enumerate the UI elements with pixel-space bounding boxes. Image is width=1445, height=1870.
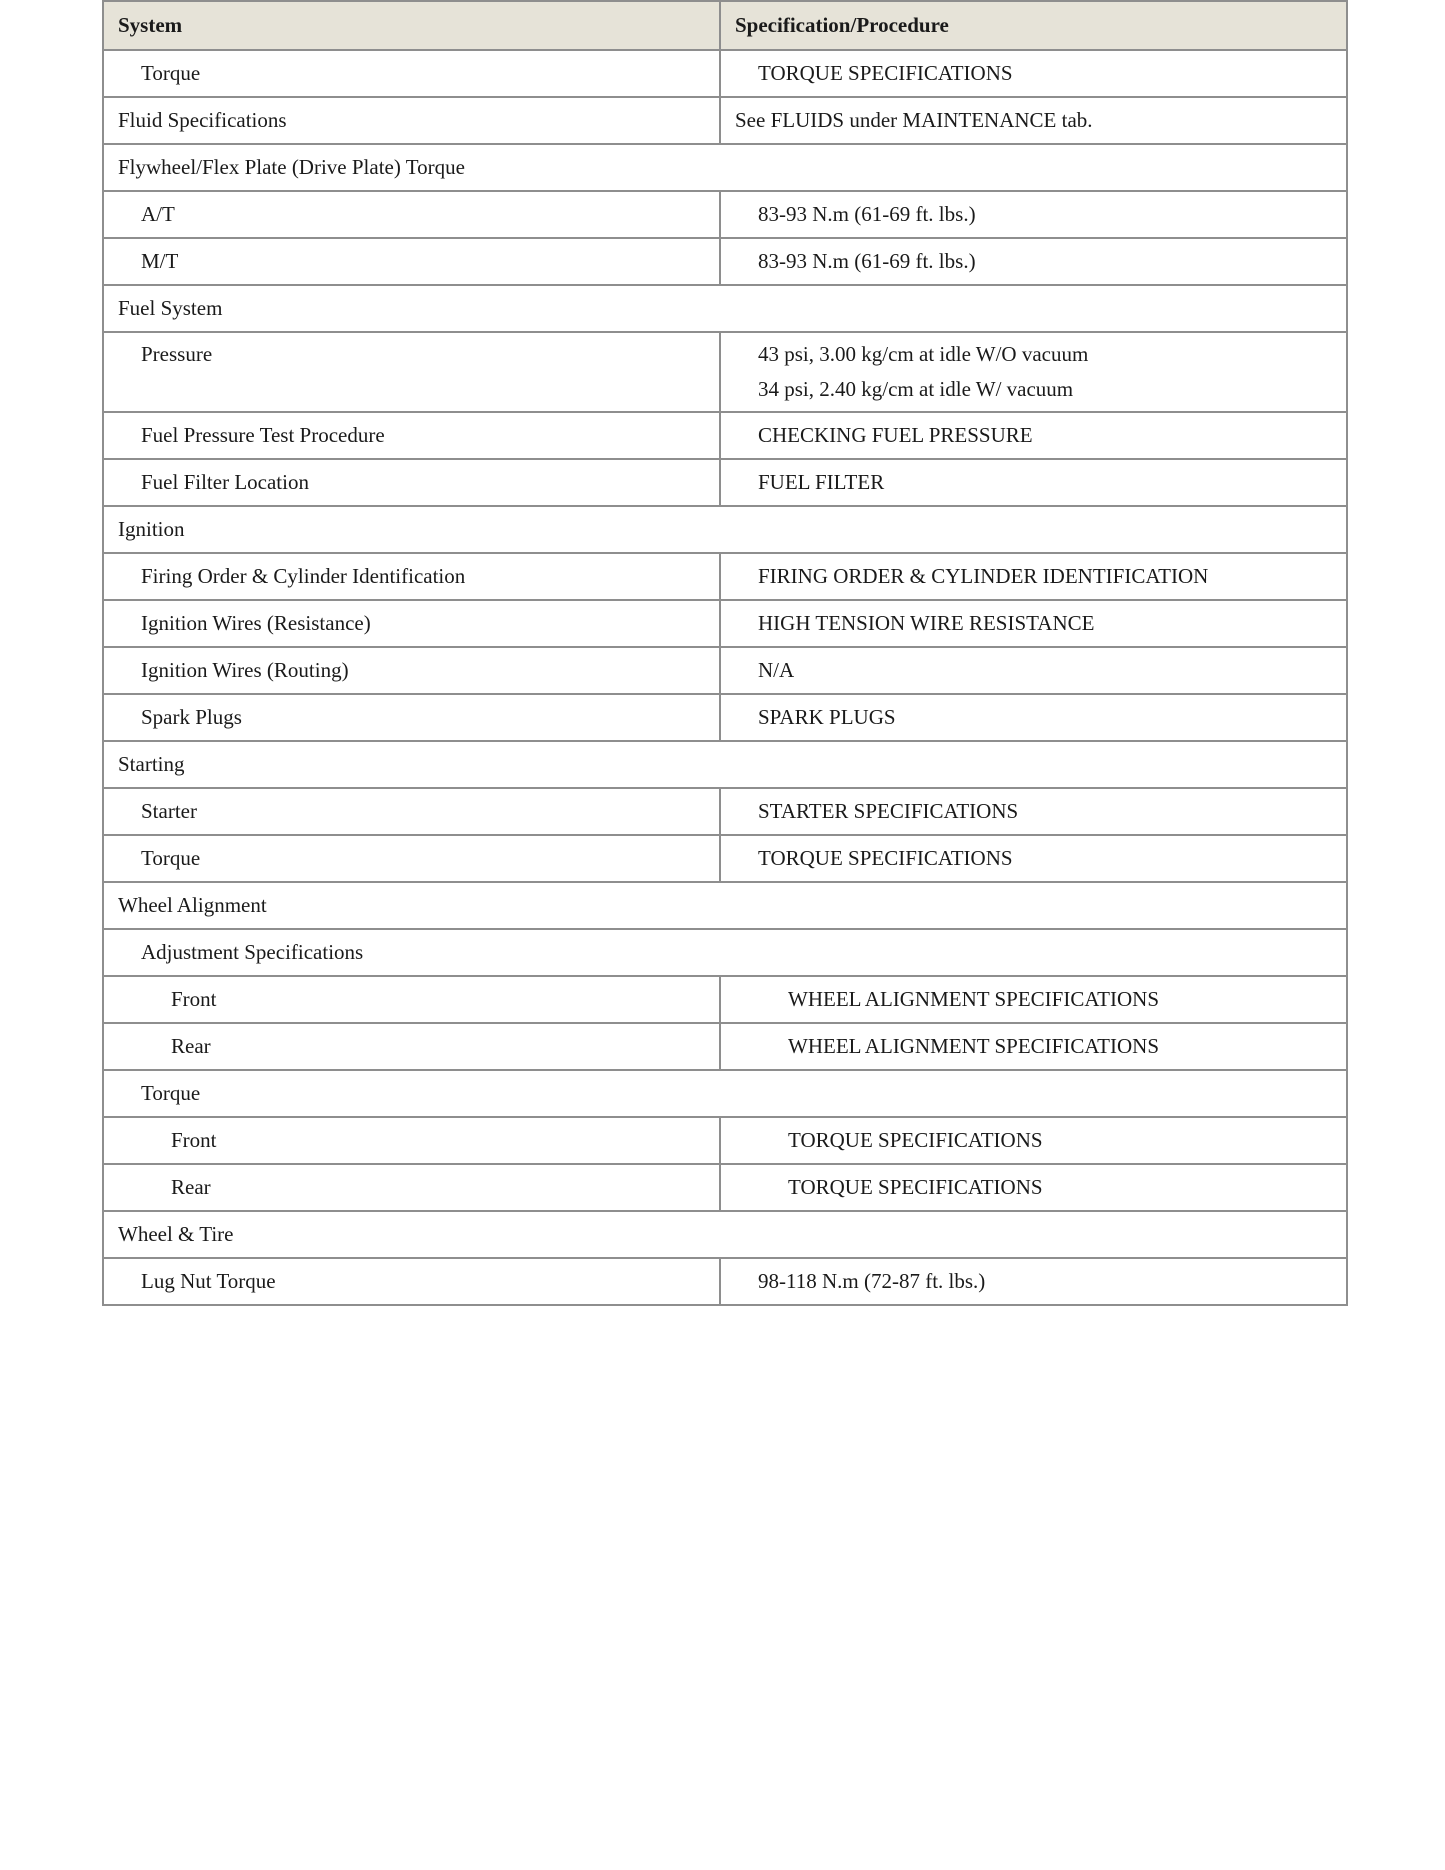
specification-value: 83-93 N.m (61-69 ft. lbs.) [758,248,976,273]
section-header-row [103,1211,1347,1258]
specification-value: See FLUIDS under MAINTENANCE tab. [735,107,1093,132]
specification-cell [720,50,1347,97]
system-label: Fuel System [118,295,223,320]
section-header-row [103,506,1347,553]
system-label: Fuel Pressure Test Procedure [141,423,385,448]
system-cell [103,1070,1347,1117]
specification-value: N/A [758,658,795,683]
table-row [103,600,1347,647]
specification-value: 98-118 N.m (72-87 ft. lbs.) [758,1269,986,1294]
system-label: M/T [141,248,179,273]
specification-cell [720,1117,1347,1164]
specification-column-header: Specification/Procedure [720,1,1347,50]
system-label: Fluid Specifications [118,107,287,132]
system-label: Rear [171,1034,211,1059]
system-label: Front [171,987,217,1012]
table-body [103,50,1347,1305]
system-cell [103,1258,720,1305]
table-row [103,1023,1347,1070]
system-cell [103,741,1347,788]
table-row [103,332,1347,412]
specification-value: FIRING ORDER & CYLINDER IDENTIFICATION [758,564,1209,589]
section-header-row [103,144,1347,191]
table-row [103,1164,1347,1211]
specification-cell [720,976,1347,1023]
system-label: Adjustment Specifications [141,940,364,965]
specification-cell [720,332,1347,412]
system-cell [103,835,720,882]
system-cell [103,1211,1347,1258]
section-header-row [103,1070,1347,1117]
table-row [103,788,1347,835]
table-row [103,976,1347,1023]
system-cell [103,929,1347,976]
system-label: Ignition Wires (Resistance) [141,611,371,636]
system-label: Flywheel/Flex Plate (Drive Plate) Torque [118,154,465,179]
specification-value: STARTER SPECIFICATIONS [758,799,1019,824]
specification-cell [720,694,1347,741]
system-label: Torque [141,846,201,871]
table-row [103,459,1347,506]
table-row [103,50,1347,97]
specification-value: 34 psi, 2.40 kg/cm at idle W/ vacuum [758,377,1074,402]
specification-value: FUEL FILTER [758,470,885,495]
system-cell [103,191,720,238]
section-header-row [103,929,1347,976]
table-row [103,647,1347,694]
system-label: Fuel Filter Location [141,470,309,495]
system-label: Torque [141,1081,201,1106]
system-cell [103,882,1347,929]
specification-value: SPARK PLUGS [758,705,896,730]
specification-cell [720,1164,1347,1211]
system-cell [103,1164,720,1211]
table-row [103,1258,1347,1305]
specification-cell [720,647,1347,694]
specification-value: TORQUE SPECIFICATIONS [788,1128,1043,1153]
system-cell [103,788,720,835]
system-label: A/T [141,201,175,226]
system-cell [103,238,720,285]
table-row [103,412,1347,459]
specification-cell [720,459,1347,506]
section-header-row [103,741,1347,788]
system-cell [103,976,720,1023]
specification-value: TORQUE SPECIFICATIONS [758,846,1013,871]
system-label: Ignition Wires (Routing) [141,658,349,683]
system-cell [103,285,1347,332]
system-cell [103,553,720,600]
system-label: Lug Nut Torque [141,1269,276,1294]
system-label: Starter [141,799,197,824]
system-cell [103,647,720,694]
system-label: Torque [141,60,201,85]
specification-value: 83-93 N.m (61-69 ft. lbs.) [758,201,976,226]
specification-cell [720,1258,1347,1305]
system-cell [103,50,720,97]
specification-cell [720,788,1347,835]
system-label: Firing Order & Cylinder Identification [141,564,466,589]
specification-cell [720,97,1347,144]
system-cell [103,412,720,459]
specification-value: CHECKING FUEL PRESSURE [758,423,1033,448]
specification-value: 43 psi, 3.00 kg/cm at idle W/O vacuum [758,342,1089,366]
system-cell [103,459,720,506]
system-cell [103,600,720,647]
table-row [103,97,1347,144]
specification-cell [720,1023,1347,1070]
system-label: Pressure [141,342,213,366]
specification-cell [720,412,1347,459]
specification-cell [720,553,1347,600]
section-header-row [103,285,1347,332]
system-label: Ignition [118,517,185,542]
specification-value: WHEEL ALIGNMENT SPECIFICATIONS [788,987,1159,1012]
table-row [103,238,1347,285]
system-cell [103,1117,720,1164]
table-row [103,191,1347,238]
section-header-row [103,882,1347,929]
specification-value: HIGH TENSION WIRE RESISTANCE [758,611,1095,636]
table-header-row [103,1,1347,50]
system-label: Starting [118,752,185,777]
system-column-header: System [103,1,720,50]
specification-cell [720,835,1347,882]
specification-value: TORQUE SPECIFICATIONS [758,60,1013,85]
system-label: Wheel Alignment [118,893,267,918]
specification-cell [720,238,1347,285]
specification-value: WHEEL ALIGNMENT SPECIFICATIONS [788,1034,1159,1059]
system-label: Spark Plugs [141,705,242,730]
system-cell [103,332,720,412]
table-row [103,553,1347,600]
system-cell [103,506,1347,553]
system-label: Wheel & Tire [118,1222,234,1247]
system-cell [103,144,1347,191]
table-row [103,835,1347,882]
specifications-table [102,0,1348,1306]
specification-cell [720,600,1347,647]
specification-cell [720,191,1347,238]
system-cell [103,97,720,144]
system-cell [103,694,720,741]
specification-value: TORQUE SPECIFICATIONS [788,1175,1043,1200]
table-row [103,1117,1347,1164]
table-row [103,694,1347,741]
system-cell [103,1023,720,1070]
system-label: Front [171,1128,217,1153]
system-label: Rear [171,1175,211,1200]
